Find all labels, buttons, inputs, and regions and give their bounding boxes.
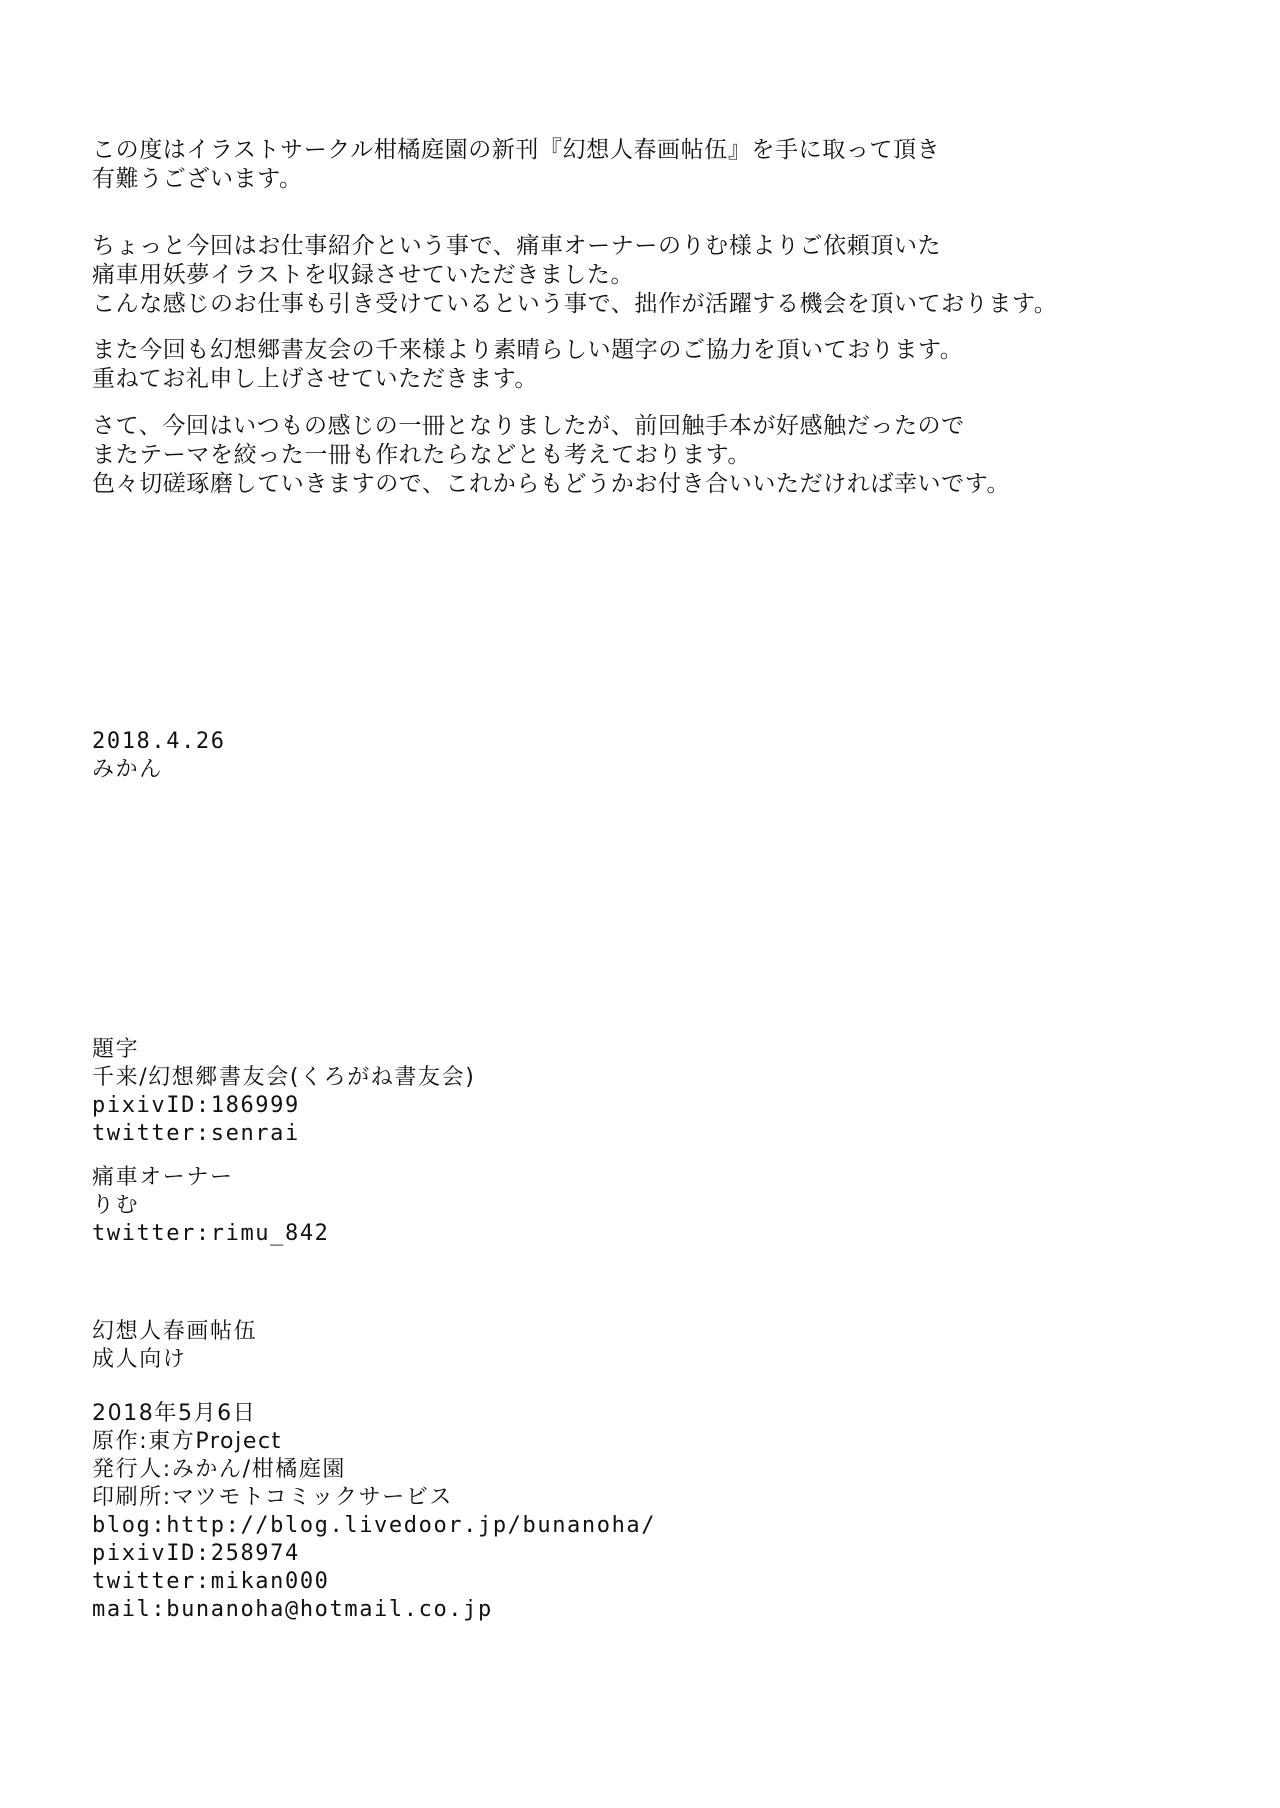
colophon-printer: 印刷所:マツモトコミックサービス bbox=[92, 1485, 454, 1510]
contact-twitter: twitter:mikan000 bbox=[92, 1569, 330, 1594]
credit-calligraphy bbox=[92, 1036, 1242, 1148]
colophon-title: 幻想人春画帖伍 bbox=[92, 1319, 258, 1344]
contact-pixiv: pixivID:258974 bbox=[92, 1541, 300, 1566]
text-line: またテーマを絞った一冊も作れたらなどとも考えております。 bbox=[92, 442, 751, 468]
afterword-paragraph-4 bbox=[92, 412, 1242, 499]
contact-blog: blog:http://blog.livedoor.jp/bunanoha/ bbox=[92, 1513, 657, 1538]
colophon-contact bbox=[92, 1512, 1242, 1624]
text-line: 重ねてお礼申し上げさせていただきます。 bbox=[92, 366, 538, 392]
afterword-author: みかん bbox=[92, 757, 163, 782]
afterword-paragraph-2 bbox=[92, 232, 1242, 319]
colophon-publisher: 発行人:みかん/柑橘庭園 bbox=[92, 1457, 347, 1482]
afterword-paragraph-1 bbox=[92, 136, 1242, 194]
colophon-release-date: 2018年5月6日 bbox=[92, 1401, 257, 1426]
text-line: 痛車用妖夢イラストを収録させていただきました。 bbox=[92, 262, 635, 288]
text-line: また今回も幻想郷書友会の千来様より素晴らしい題字のご協力を頂いております。 bbox=[92, 337, 964, 363]
text-line: さて、今回はいつもの感じの一冊となりましたが、前回触手本が好感触だったので bbox=[92, 413, 965, 439]
text-line: ちょっと今回はお仕事紹介という事で、痛車オーナーのりむ様よりご依頼頂いた bbox=[92, 233, 942, 259]
afterword-date: 2018.4.26 bbox=[92, 729, 226, 754]
colophon-details bbox=[92, 1400, 1242, 1512]
credit-heading: 題字 bbox=[92, 1037, 140, 1062]
contact-mail: mail:bunanoha@hotmail.co.jp bbox=[92, 1597, 493, 1622]
colophon-original-work: 原作:東方Project bbox=[92, 1429, 282, 1454]
credit-heading: 痛車オーナー bbox=[92, 1165, 234, 1190]
text-line: こんな感じのお仕事も引き受けているという事で、拙作が活躍する機会を頂いております。 bbox=[92, 291, 1058, 317]
text-line: 有難うございます。 bbox=[92, 166, 303, 192]
text-line: 色々切磋琢磨していきますので、これからもどうかお付き合いいただければ幸いです。 bbox=[92, 471, 1011, 497]
credit-name: りむ bbox=[92, 1193, 140, 1218]
colophon-title-block bbox=[92, 1318, 1242, 1374]
credit-twitter: twitter:senrai bbox=[92, 1121, 300, 1146]
afterword-paragraph-3 bbox=[92, 336, 1242, 394]
credit-pixiv: pixivID:186999 bbox=[92, 1093, 300, 1118]
credit-twitter: twitter:rimu_842 bbox=[92, 1221, 330, 1246]
credit-itasha-owner bbox=[92, 1164, 1242, 1248]
credit-name: 千来/幻想郷書友会(くろがね書友会) bbox=[92, 1065, 476, 1090]
colophon-rating: 成人向け bbox=[92, 1347, 187, 1372]
afterword-signature bbox=[92, 728, 1242, 784]
text-line: この度はイラストサークル柑橘庭園の新刊『幻想人春画帖伍』を手に取って頂き bbox=[92, 137, 941, 163]
